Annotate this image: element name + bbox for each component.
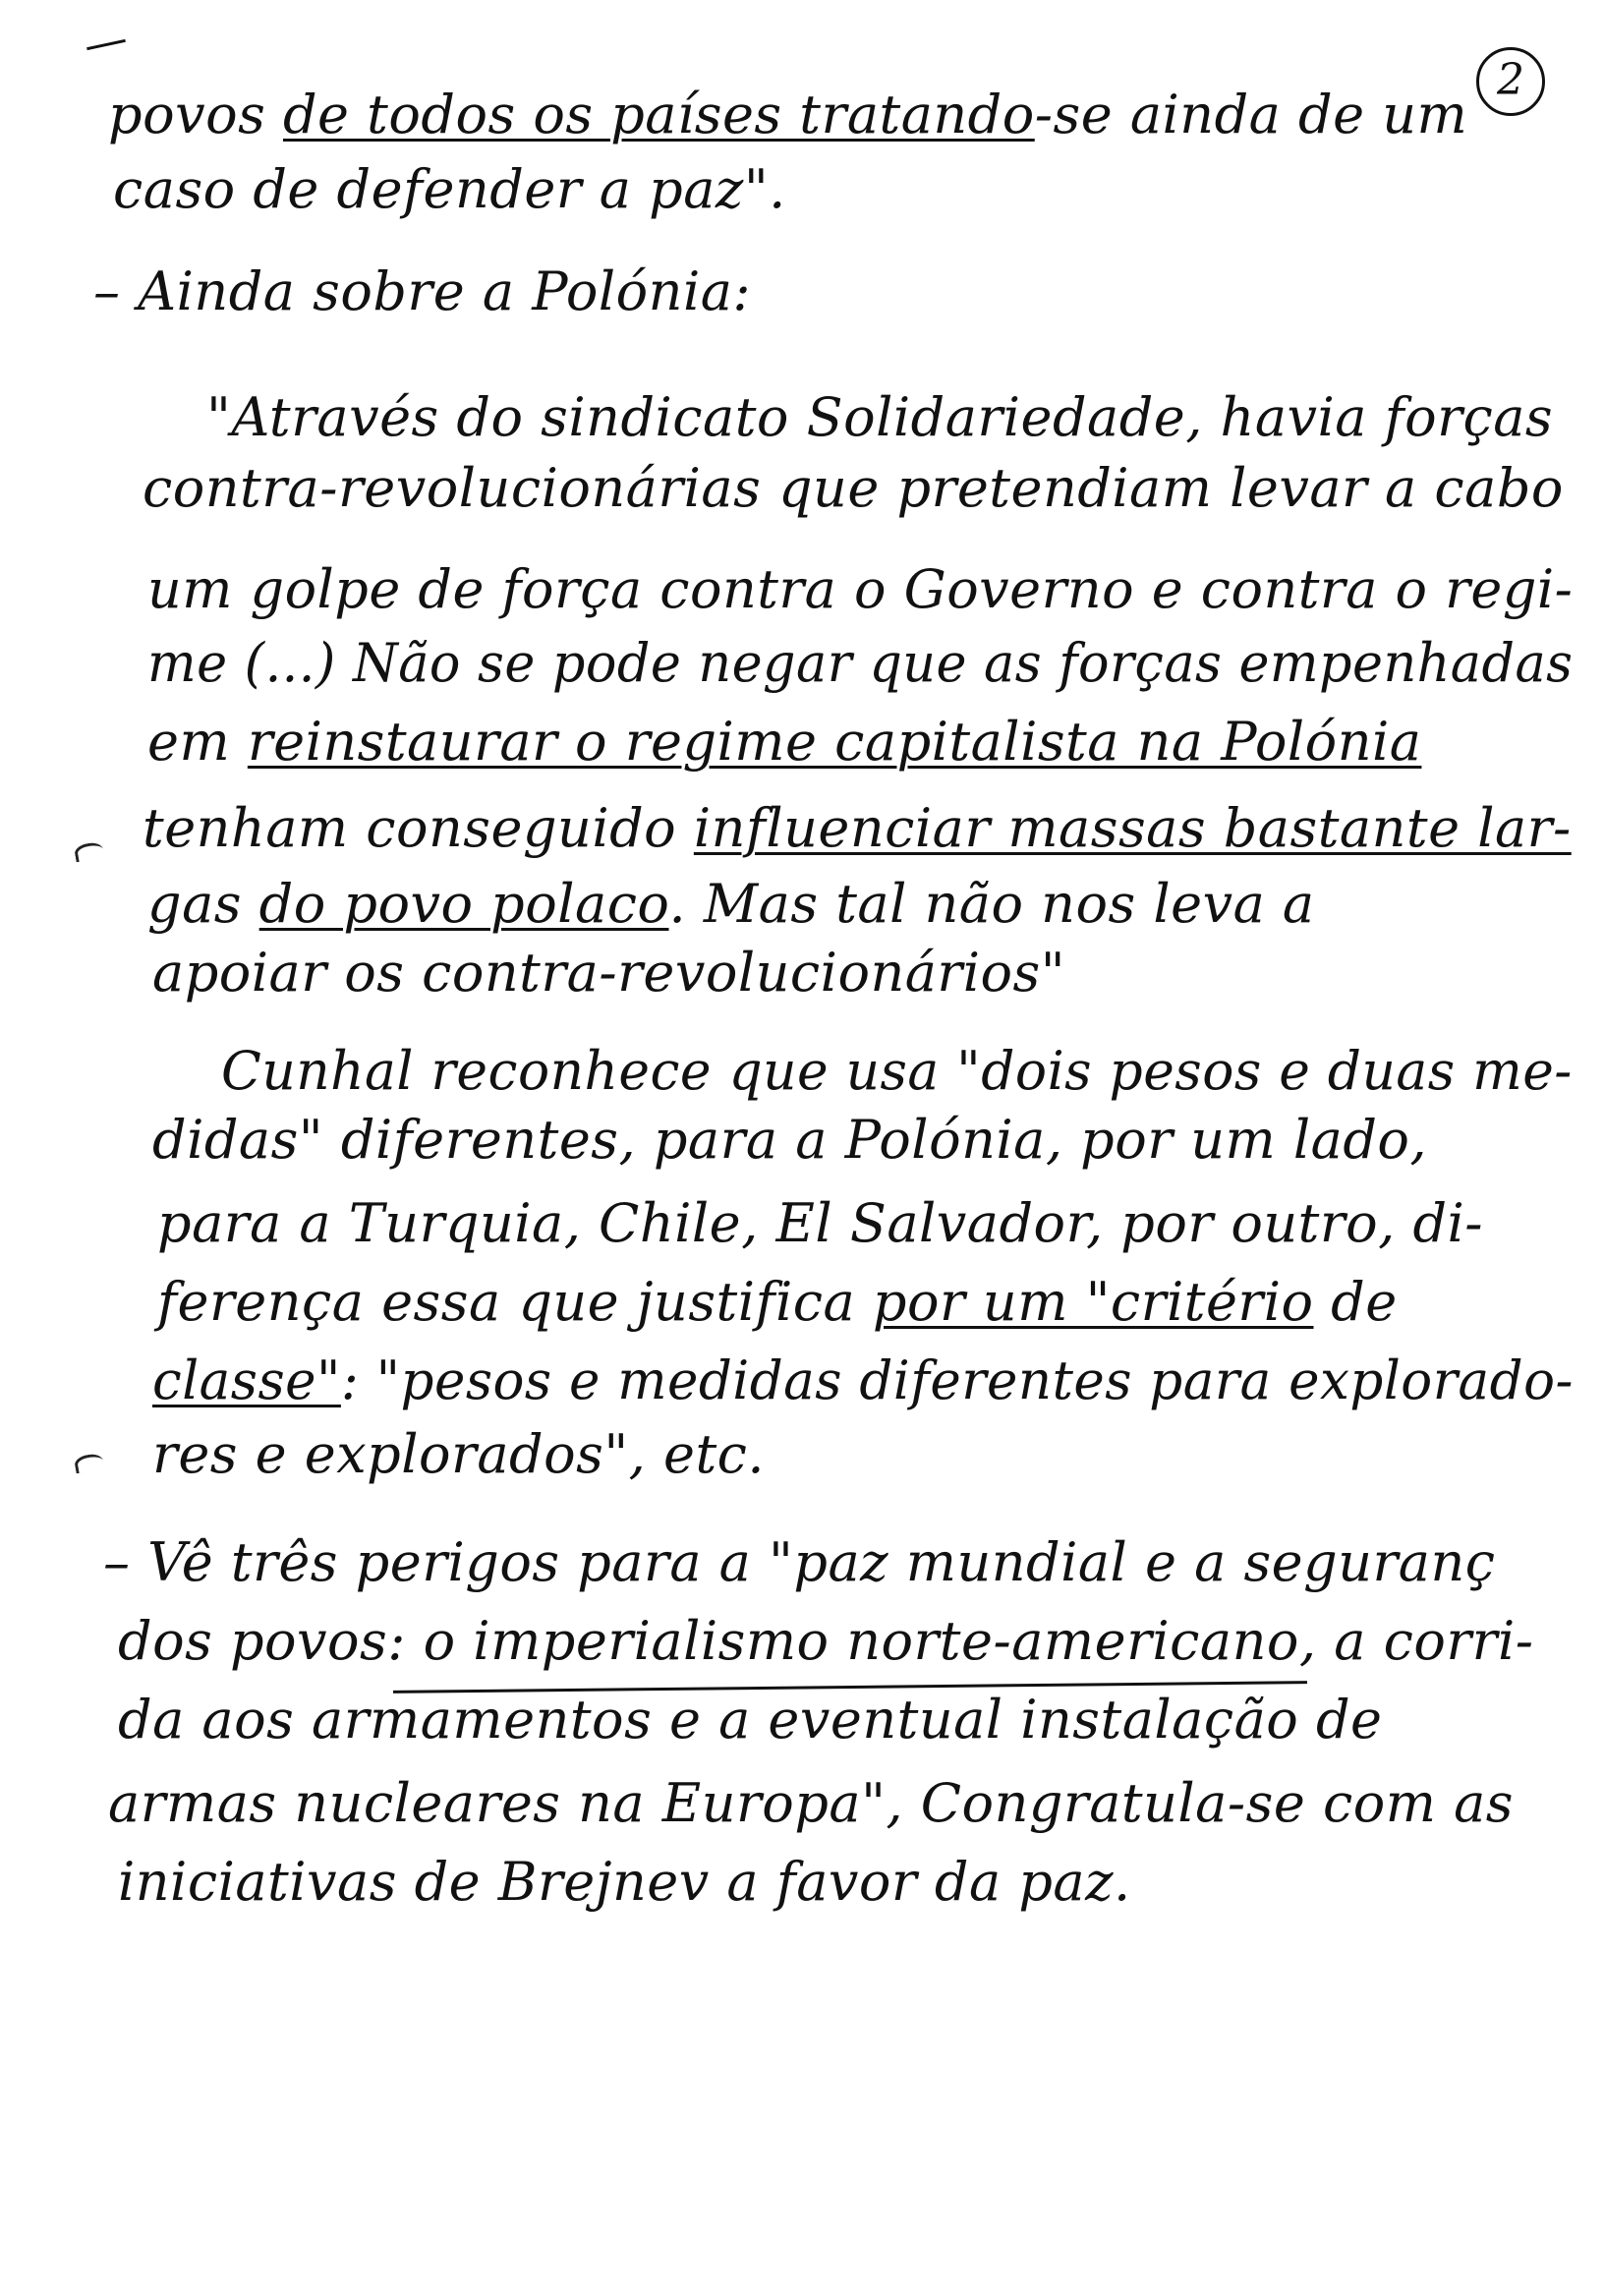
- text-line-17: res e explorados", etc.: [152, 1423, 766, 1485]
- text-line-3: – Ainda sobre a Polónia:: [93, 260, 752, 322]
- text-line-22: iniciativas de Brejnev a favor da paz.: [118, 1851, 1131, 1913]
- margin-arc-mark: [74, 841, 105, 863]
- text-line-5: contra-revolucionárias que pretendiam levar a cabo: [143, 457, 1564, 519]
- text-line-21: armas nucleares na Europa", Congratula-se com as: [108, 1772, 1514, 1834]
- text-line-1: povos de todos os países tratando-se ainda de um: [108, 84, 1468, 145]
- text-line-18: – Vê três perigos para a "paz mundial e a seguranç: [103, 1531, 1496, 1593]
- text-line-16: classe": "pesos e medidas diferentes para explorado-: [152, 1349, 1574, 1411]
- pen-tick-mark: [86, 39, 126, 50]
- margin-arc-mark: [74, 1453, 105, 1474]
- text-line-20: da aos armamentos e a eventual instalação de: [118, 1689, 1383, 1751]
- text-line-12: Cunhal reconhece que usa "dois pesos e duas me-: [221, 1040, 1573, 1102]
- text-line-2: caso de defender a paz".: [113, 158, 786, 220]
- text-line-4: "Através do sindicato Solidariedade, havia forças: [206, 386, 1554, 448]
- text-line-9: tenham conseguido influenciar massas bastante lar-: [143, 797, 1572, 859]
- text-line-13: didas" diferentes, para a Polónia, por um lado,: [152, 1109, 1428, 1171]
- text-line-7: me (...) Não se pode negar que as forças empenhadas: [147, 632, 1574, 694]
- text-line-19: dos povos: o imperialismo norte-americano, a corri-: [118, 1610, 1534, 1672]
- text-line-6: um golpe de força contra o Governo e contra o regi-: [147, 558, 1574, 620]
- text-line-10: gas do povo polaco. Mas tal não nos leva a: [147, 873, 1315, 935]
- text-line-15: ferença essa que justifica por um "critério de: [157, 1271, 1398, 1333]
- text-line-8: em reinstaurar o regime capitalista na Polónia: [147, 711, 1422, 773]
- page-number: 2: [1476, 47, 1545, 116]
- text-line-11: apoiar os contra-revolucionários": [152, 942, 1066, 1004]
- text-line-14: para a Turquia, Chile, El Salvador, por outro, di-: [157, 1192, 1484, 1254]
